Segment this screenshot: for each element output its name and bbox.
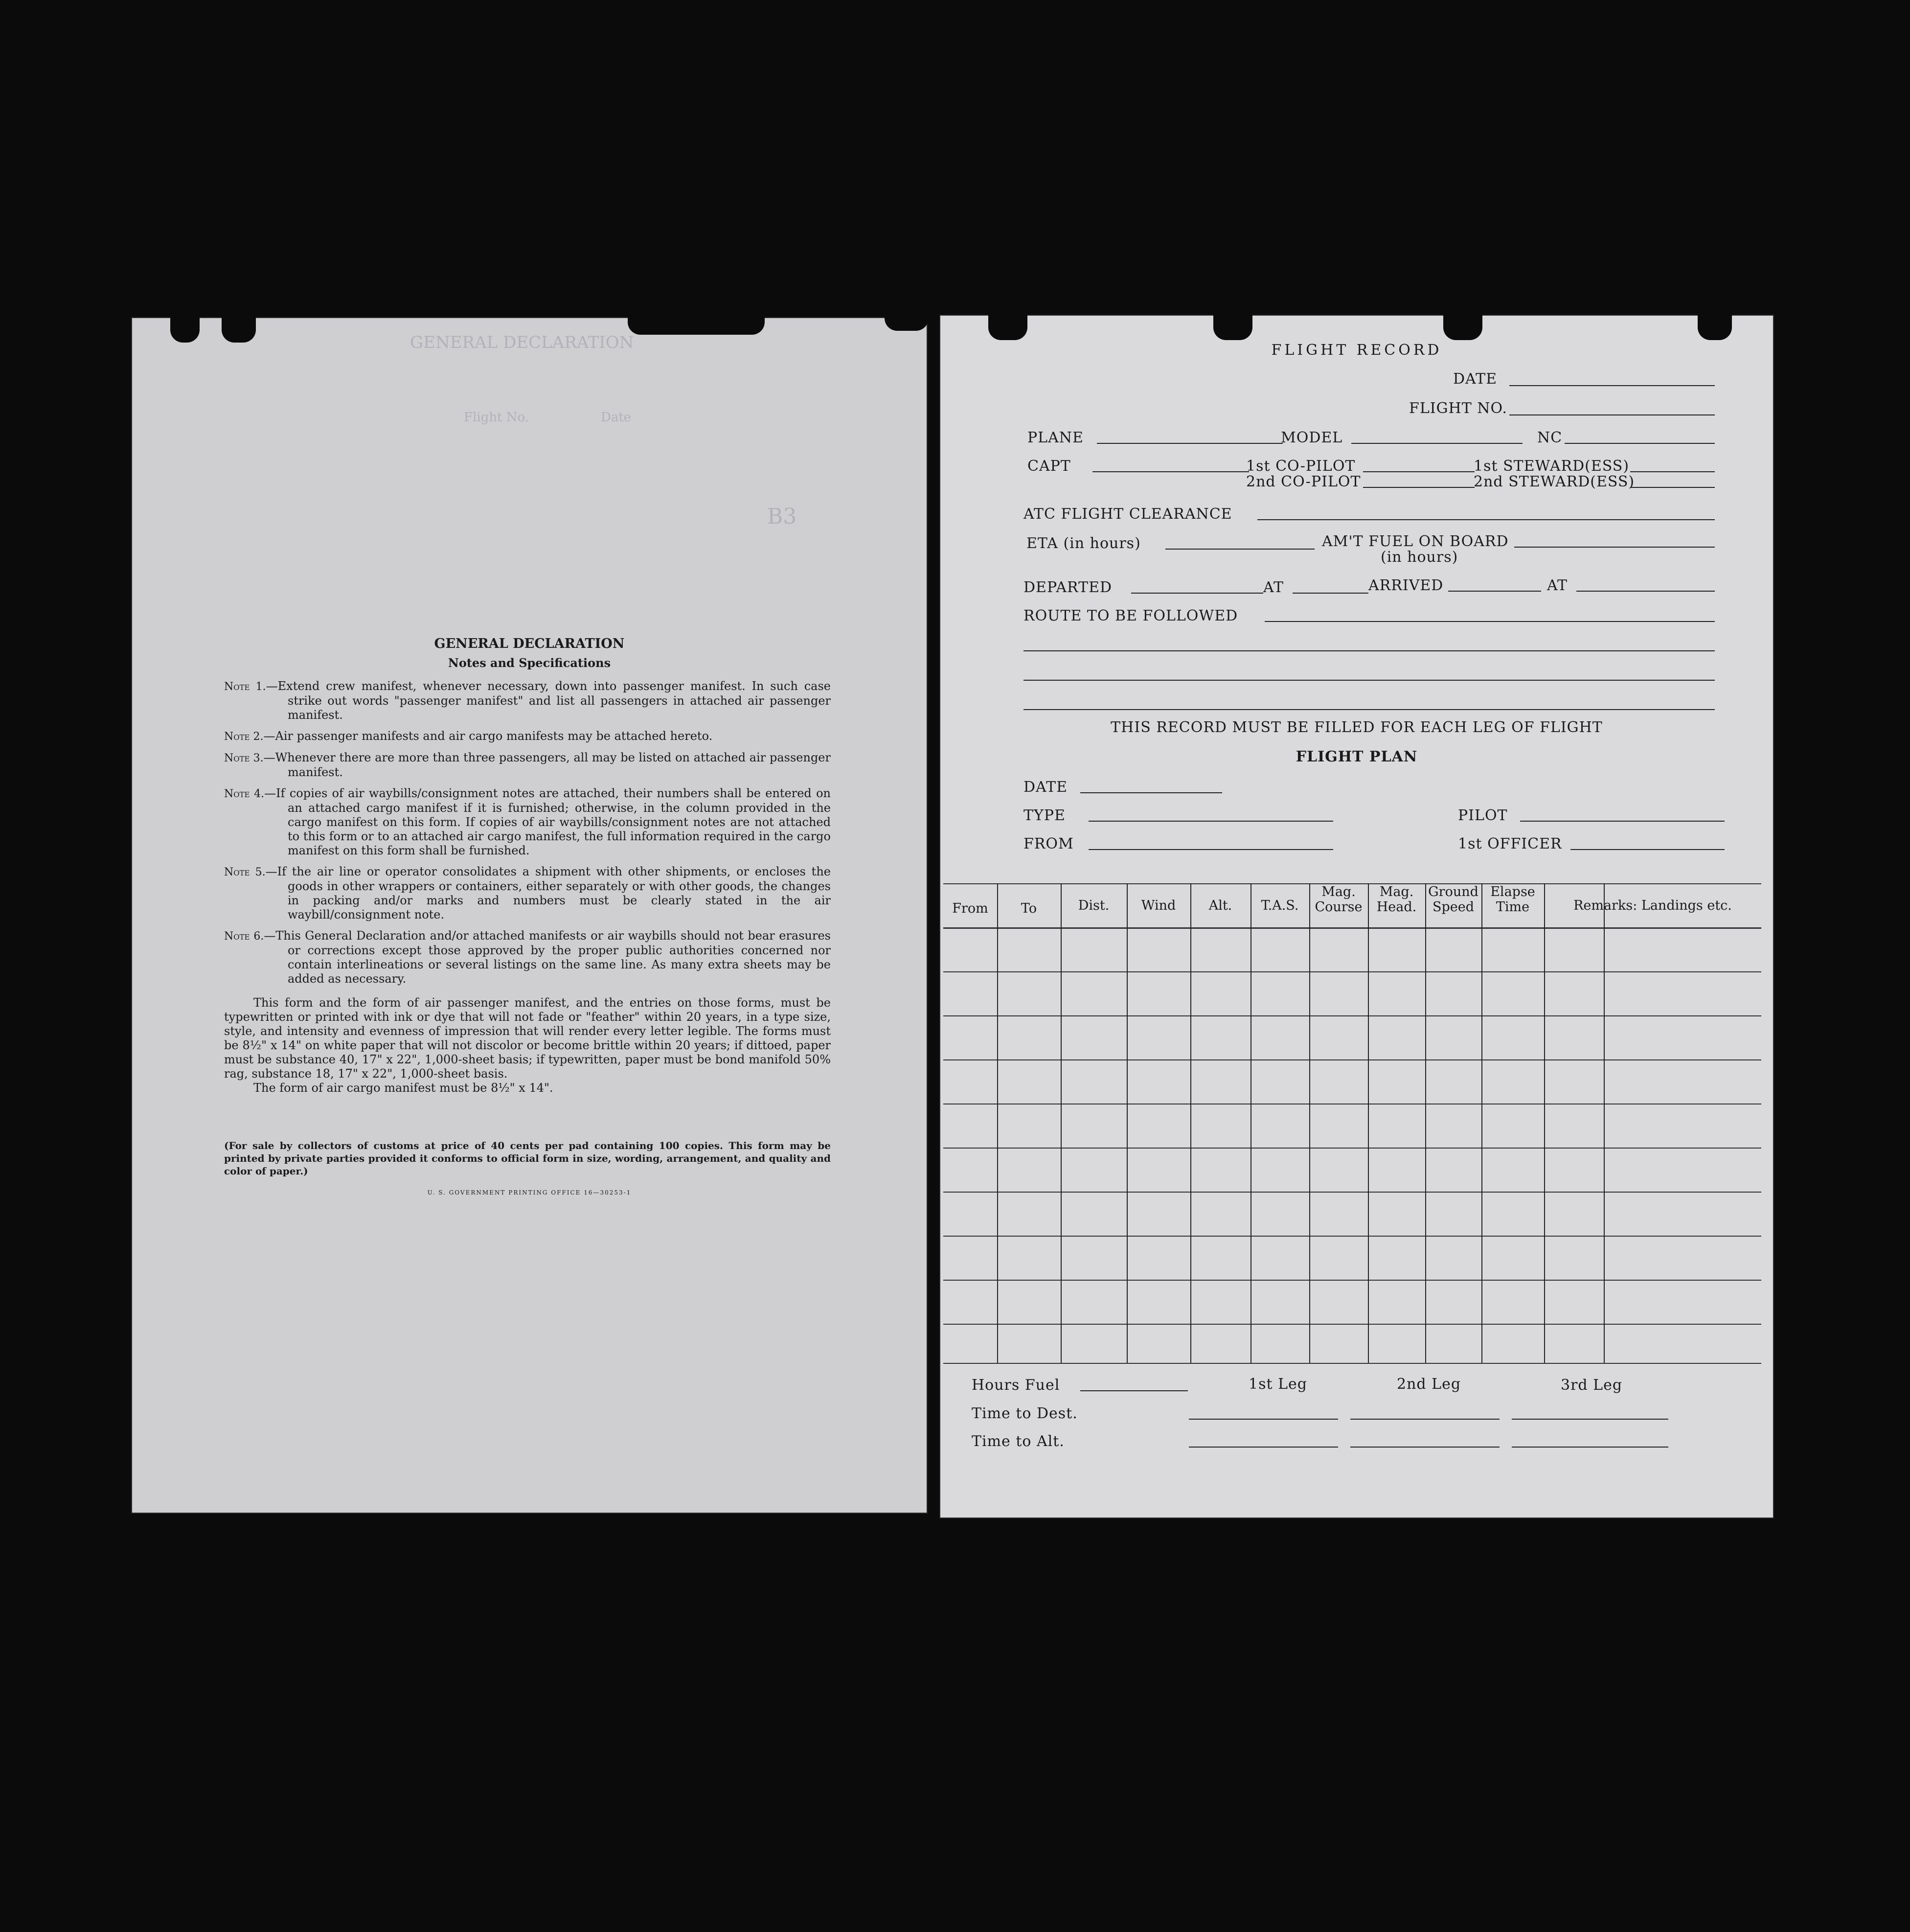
plane-field[interactable]	[1097, 443, 1283, 444]
table-row[interactable]	[943, 1192, 1761, 1193]
notes-list	[224, 679, 831, 1095]
column-header-remarks: Remarks: Landings etc.	[1573, 898, 1732, 913]
officer-field[interactable]	[1570, 849, 1725, 850]
route-field-line[interactable]	[1023, 680, 1715, 681]
punch-notch	[1443, 315, 1482, 340]
plane-label: PLANE	[1027, 429, 1084, 446]
from-label: FROM	[1023, 835, 1074, 852]
steward2-label: 2nd STEWARD(ESS)	[1474, 473, 1635, 490]
leg3-label: 3rd Leg	[1561, 1377, 1623, 1394]
bleed-through-text: Date	[601, 410, 632, 425]
arrived-label: ARRIVED	[1368, 577, 1444, 594]
note-item	[224, 865, 831, 922]
punch-notch	[1698, 315, 1732, 340]
time-alt-leg3-field[interactable]	[1512, 1447, 1668, 1448]
page-title: GENERAL DECLARATION	[434, 636, 625, 651]
note-label: Note 6.	[224, 930, 264, 943]
copilot1-label: 1st CO-PILOT	[1246, 458, 1356, 475]
atc-clearance-field[interactable]	[1257, 519, 1715, 520]
plan-date-label: DATE	[1023, 779, 1068, 796]
note-label: Note 4.	[224, 788, 265, 800]
date-field[interactable]	[1509, 385, 1715, 386]
at-label: AT	[1263, 579, 1284, 596]
column-divider	[1368, 883, 1369, 1363]
copilot2-label: 2nd CO-PILOT	[1246, 473, 1361, 490]
route-label: ROUTE TO BE FOLLOWED	[1023, 607, 1238, 624]
column-divider	[1481, 883, 1482, 1363]
fuel-field[interactable]	[1514, 547, 1715, 548]
punch-notch	[628, 317, 765, 335]
page-subtitle: Notes and Specifications	[448, 656, 611, 670]
capt-field[interactable]	[1092, 471, 1249, 472]
leg2-label: 2nd Leg	[1397, 1376, 1461, 1393]
table-row[interactable]	[943, 1324, 1761, 1325]
time-dest-leg1-field[interactable]	[1189, 1419, 1338, 1420]
general-declaration-page	[131, 317, 928, 1514]
column-divider	[1425, 883, 1426, 1363]
at-field[interactable]	[1293, 593, 1368, 594]
column-divider	[1190, 883, 1191, 1363]
bleed-through-text: B3	[767, 504, 797, 529]
note-item	[224, 729, 831, 744]
note-text: —If copies of air waybills/consignment notes are attached, their numbers shall be entered on an attached cargo manifest if it is furnished; otherwise, in the column provided in the cargo manifest on this form. If copies of air waybills/consignment notes are not attached to this form or to an attached air cargo manifest, the full information required in the cargo manifest on this form shall be furnished.	[264, 786, 831, 857]
flight-no-field[interactable]	[1509, 414, 1715, 415]
hours-fuel-field[interactable]	[1080, 1390, 1188, 1391]
note-label: Note 2.	[224, 731, 264, 743]
table-row[interactable]	[943, 1148, 1761, 1149]
bleed-through-text: GENERAL DECLARATION	[410, 333, 634, 352]
note-text: —This General Declaration and/or attached manifests or air waybills should not bear erasures or corrections except those approved by the proper public authorities concerned nor contain interlineations or several listings on the same line. As many extra sheets may be added as necessary.	[264, 929, 831, 986]
time-alt-leg2-field[interactable]	[1350, 1447, 1500, 1448]
punch-notch	[170, 317, 200, 343]
eta-label: ETA (in hours)	[1026, 535, 1141, 552]
hours-fuel-label: Hours Fuel	[972, 1377, 1060, 1394]
column-header-elapse-time: Elapse Time	[1490, 884, 1535, 915]
column-divider	[1127, 883, 1128, 1363]
table-bottom-border	[943, 1363, 1761, 1364]
arrived-at-field[interactable]	[1576, 591, 1715, 592]
printer-imprint: U. S. GOVERNMENT PRINTING OFFICE 16—30253-1	[427, 1189, 632, 1196]
steward1-label: 1st STEWARD(ESS)	[1474, 458, 1630, 475]
leg-notice: THIS RECORD MUST BE FILLED FOR EACH LEG OF FLIGHT	[1111, 719, 1603, 736]
time-dest-label: Time to Dest.	[972, 1405, 1078, 1422]
column-header-tas: T.A.S.	[1261, 898, 1299, 913]
column-header-dist: Dist.	[1078, 898, 1110, 913]
column-header-alt: Alt.	[1208, 898, 1232, 913]
column-header-mag-course: Mag. Course	[1315, 884, 1363, 915]
table-row[interactable]	[943, 1280, 1761, 1281]
at-label: AT	[1547, 577, 1568, 594]
flight-record-page	[939, 315, 1774, 1518]
time-alt-label: Time to Alt.	[972, 1433, 1065, 1450]
column-divider	[1061, 883, 1062, 1363]
punch-notch	[988, 315, 1027, 340]
column-header-ground-speed: Ground Speed	[1428, 884, 1478, 915]
note-item	[224, 929, 831, 986]
model-field[interactable]	[1351, 443, 1523, 444]
flight-no-label: FLIGHT NO.	[1409, 400, 1507, 417]
column-header-to: To	[1021, 901, 1037, 916]
route-field-line[interactable]	[1023, 650, 1715, 651]
nc-field[interactable]	[1565, 443, 1715, 444]
officer-label: 1st OFFICER	[1458, 835, 1562, 852]
note-item	[224, 679, 831, 722]
from-field[interactable]	[1089, 849, 1333, 850]
date-label: DATE	[1453, 370, 1497, 388]
flight-plan-title: FLIGHT PLAN	[1296, 748, 1418, 765]
note-item	[224, 751, 831, 780]
model-label: MODEL	[1281, 429, 1343, 446]
cargo-size-note: The form of air cargo manifest must be 8½" x 14".	[253, 1081, 553, 1095]
column-header-from: From	[952, 901, 988, 916]
route-field[interactable]	[1265, 621, 1715, 622]
leg1-label: 1st Leg	[1249, 1376, 1307, 1393]
column-header-wind: Wind	[1141, 898, 1176, 913]
time-alt-leg1-field[interactable]	[1189, 1447, 1338, 1448]
capt-label: CAPT	[1027, 458, 1071, 475]
column-divider	[997, 883, 998, 1363]
steward1-field[interactable]	[1630, 471, 1715, 472]
pilot-label: PILOT	[1458, 807, 1508, 824]
punch-notch	[222, 317, 256, 343]
departed-field[interactable]	[1131, 593, 1263, 594]
atc-clearance-label: ATC FLIGHT CLEARANCE	[1023, 506, 1232, 523]
pilot-field[interactable]	[1520, 821, 1725, 822]
note-text: —If the air line or operator consolidates a shipment with other shipments, or encloses the goods in other wrappers or containers, either separately or with other goods, the changes in packing and/or marks and numbers must be clearly stated in the air waybill/consignment note.	[265, 865, 831, 921]
flight-record-title: FLIGHT RECORD	[1271, 342, 1442, 359]
departed-label: DEPARTED	[1023, 579, 1113, 596]
arrived-field[interactable]	[1448, 591, 1541, 592]
note-text: —Whenever there are more than three passengers, all may be listed on attached air passenger manifest.	[263, 751, 831, 779]
time-dest-leg3-field[interactable]	[1512, 1419, 1668, 1420]
route-field-line[interactable]	[1023, 709, 1715, 710]
punch-notch	[1213, 315, 1252, 340]
form-specifications-paragraph: This form and the form of air passenger manifest, and the entries on those forms, must be typewritten or printed with ink or dye that will not fade or "feather" within 20 years, in a type size, style, and intensity and evenness of impression that will render every letter legible. The forms must be 8½" x 14" on white paper that will not discolor or become brittle within 20 years; if dittoed, paper must be substance 40, 17" x 22", 1,000-sheet basis; if typewritten, paper must be bond manifold 50% rag, substance 18, 17" x 22", 1,000-sheet basis.	[224, 996, 831, 1081]
plan-date-field[interactable]	[1080, 792, 1222, 793]
steward2-field[interactable]	[1630, 487, 1715, 488]
bleed-through-text: Flight No.	[464, 410, 529, 425]
type-label: TYPE	[1023, 807, 1066, 824]
flight-plan-table	[943, 883, 1761, 1363]
nc-label: NC	[1537, 429, 1563, 446]
column-divider	[1309, 883, 1310, 1363]
table-row[interactable]	[943, 1015, 1761, 1016]
time-dest-leg2-field[interactable]	[1350, 1419, 1500, 1420]
note-label: Note 3.	[224, 752, 264, 764]
table-row[interactable]	[943, 971, 1761, 972]
column-header-mag-head: Mag. Head.	[1376, 884, 1417, 915]
note-label: Note 1.	[224, 681, 266, 693]
note-text: —Air passenger manifests and air cargo manifests may be attached hereto.	[263, 729, 713, 743]
sale-note: (For sale by collectors of customs at price of 40 cents per pad containing 100 copies. This form may be printed by private parties provided it conforms to official form in size, wording, arrangement, and quality and color of paper.)	[224, 1140, 831, 1177]
column-divider	[1544, 883, 1545, 1363]
copilot2-field[interactable]	[1363, 487, 1475, 488]
type-field[interactable]	[1089, 821, 1333, 822]
fuel-sub-label: (in hours)	[1381, 549, 1458, 566]
table-header-border	[943, 927, 1761, 929]
column-divider	[1604, 883, 1605, 1363]
fuel-label: AM'T FUEL ON BOARD	[1322, 533, 1509, 550]
note-item	[224, 786, 831, 858]
note-text: —Extend crew manifest, whenever necessary, down into passenger manifest. In such case strike out words "passenger manifest" and list all passengers in attached air passenger manifest.	[266, 679, 831, 722]
note-label: Note 5.	[224, 866, 266, 878]
table-row[interactable]	[943, 1236, 1761, 1237]
table-row[interactable]	[943, 1059, 1761, 1060]
copilot1-field[interactable]	[1363, 471, 1475, 472]
eta-field[interactable]	[1165, 549, 1315, 550]
punch-notch	[885, 317, 929, 331]
